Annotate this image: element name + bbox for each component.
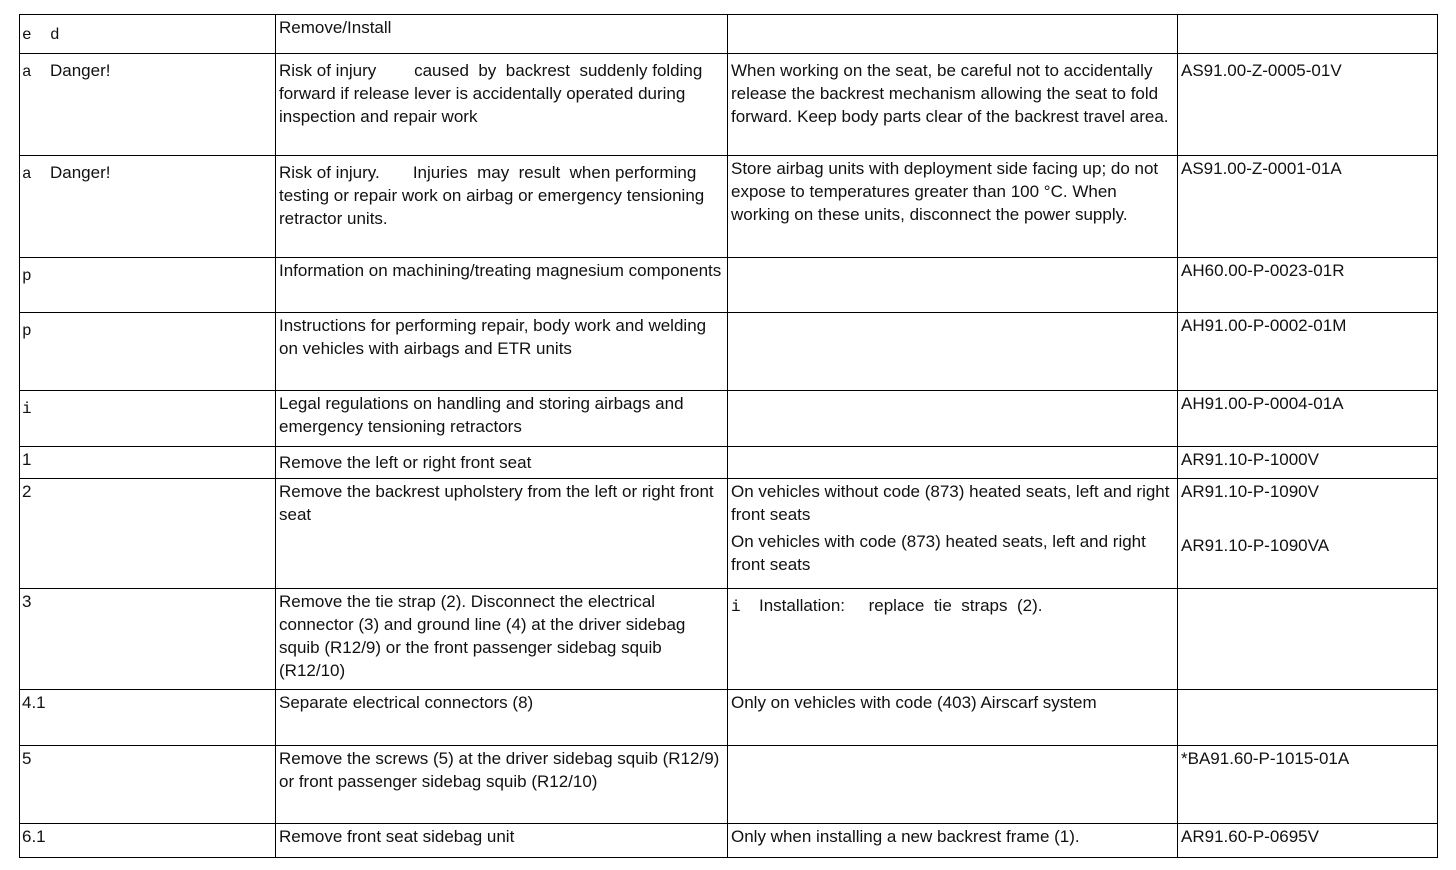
reference-link[interactable]: AH91.00-P-0004-01A (1181, 394, 1344, 413)
danger-icon: a (22, 63, 32, 81)
reference-link[interactable]: AR91.60-P-0695V (1181, 827, 1319, 846)
step-cell (20, 313, 276, 391)
note-cell (728, 746, 1178, 824)
step-cell (20, 391, 276, 447)
reference-link[interactable]: AS91.00-Z-0005-01V (1181, 61, 1342, 80)
reference-cell (1178, 313, 1438, 391)
info-icon: i (22, 400, 32, 418)
note-cell (728, 15, 1178, 54)
instruction-cell: Remove/Install (276, 15, 728, 54)
table-row (20, 54, 1438, 156)
step-cell (20, 156, 276, 258)
reference-cell (1178, 824, 1438, 858)
table-row (20, 156, 1438, 258)
reference-cell (1178, 690, 1438, 746)
reference-cell (1178, 54, 1438, 156)
step-number: 3 (20, 589, 276, 690)
step-cell (20, 258, 276, 313)
reference-link[interactable]: *BA91.60-P-1015-01A (1181, 749, 1350, 768)
note-cell (728, 313, 1178, 391)
note-cell: i Installation: replace tie straps (2). (728, 589, 1178, 690)
table-row (20, 391, 1438, 447)
step-number: 1 (20, 447, 276, 479)
instruction-cell: Risk of injury. Injuries may result when performing testing or repair work on airbag or emergency tensioning retractor units. (276, 156, 728, 258)
reference-link[interactable]: AR91.10-P-1000V (1181, 450, 1319, 469)
table-row (20, 258, 1438, 313)
step-number: 4.1 (20, 690, 276, 746)
note-cell: Store airbag units with deployment side facing up; do not expose to temperatures greater than 100 °C. When working on these units, disconnect the power supply. (728, 156, 1178, 258)
note-cell: Only on vehicles with code (403) Airscarf system (728, 690, 1178, 746)
step-cell: e d (20, 15, 276, 54)
info-icon: i (731, 598, 741, 616)
reference-cell (1178, 391, 1438, 447)
instruction-cell: Separate electrical connectors (8) (276, 690, 728, 746)
instruction-cell: Legal regulations on handling and storing airbags and emergency tensioning retractors (276, 391, 728, 447)
reference-cell (1178, 258, 1438, 313)
step-cell (20, 54, 276, 156)
danger-label: Danger! (50, 61, 111, 80)
note-cell (728, 447, 1178, 479)
note-cell: On vehicles without code (873) heated seats, left and right front seats On vehicles with code (873) heated seats, left and right front seats (728, 479, 1178, 589)
procedure-icon: p (22, 267, 32, 285)
procedure-table (19, 14, 1438, 858)
instruction-cell: Remove the tie strap (2). Disconnect the electrical connector (3) and ground line (4) at the driver sidebag squib (R12/9) or the front passenger sidebag squib (R12/10) (276, 589, 728, 690)
table-row (20, 824, 1438, 858)
reference-cell (1178, 746, 1438, 824)
reference-link[interactable]: AH60.00-P-0023-01R (1181, 261, 1345, 280)
reference-cell (1178, 589, 1438, 690)
step-number: 2 (20, 479, 276, 589)
reference-cell (1178, 15, 1438, 54)
note-cell: When working on the seat, be careful not to accidentally release the backrest mechanism allowing the seat to fold forward. Keep body parts clear of the backrest travel area. (728, 54, 1178, 156)
table-row (20, 690, 1438, 746)
instruction-cell: Remove the screws (5) at the driver sidebag squib (R12/9) or front passenger sidebag squib (R12/10) (276, 746, 728, 824)
instruction-cell: Remove front seat sidebag unit (276, 824, 728, 858)
note-cell: Only when installing a new backrest frame (1). (728, 824, 1178, 858)
instruction-cell: Remove the left or right front seat (276, 447, 728, 479)
danger-label: Danger! (50, 163, 111, 182)
procedure-icon: p (22, 322, 32, 340)
step-number: 5 (20, 746, 276, 824)
table-row (20, 589, 1438, 690)
table-row (20, 447, 1438, 479)
note-cell (728, 258, 1178, 313)
table-row (20, 479, 1438, 589)
table-row (20, 313, 1438, 391)
table-row (20, 15, 1438, 54)
reference-link[interactable]: AS91.00-Z-0001-01A (1181, 159, 1342, 178)
step-number: 6.1 (20, 824, 276, 858)
instruction-cell: Risk of injury caused by backrest suddenly folding forward if release lever is accidentally operated during inspection and repair work (276, 54, 728, 156)
reference-cell (1178, 156, 1438, 258)
reference-link[interactable]: AR91.10-P-1090VA (1181, 536, 1330, 555)
table-row (20, 746, 1438, 824)
danger-icon: a (22, 165, 32, 183)
reference-cell (1178, 479, 1438, 589)
instruction-cell: Information on machining/treating magnesium components (276, 258, 728, 313)
instruction-cell: Remove the backrest upholstery from the left or right front seat (276, 479, 728, 589)
note-cell (728, 391, 1178, 447)
reference-cell (1178, 447, 1438, 479)
instruction-cell: Instructions for performing repair, body work and welding on vehicles with airbags and ETR units (276, 313, 728, 391)
reference-link[interactable]: AH91.00-P-0002-01M (1181, 316, 1347, 335)
reference-link[interactable]: AR91.10-P-1090V (1181, 482, 1319, 501)
